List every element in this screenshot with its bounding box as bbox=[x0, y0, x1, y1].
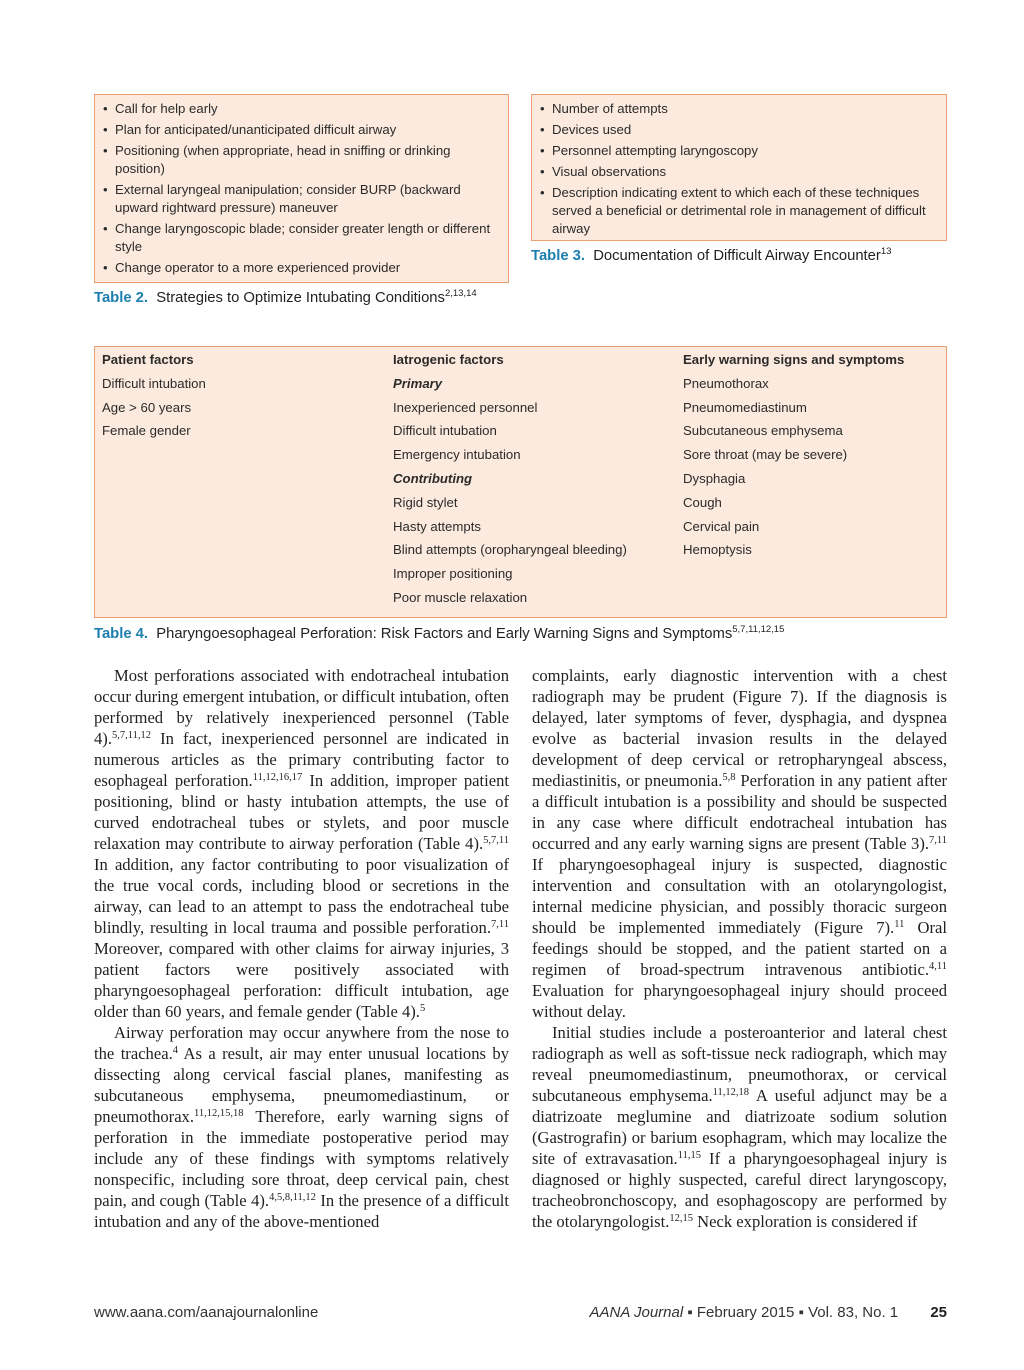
citation-ref: 5,7,11 bbox=[483, 835, 509, 846]
paragraph-text: Perforation in any patient after a difficult intubation is a possibility and should be suspected in any case where difficult endotracheal intubation has occurred and any early warning signs are present (Table 3). bbox=[532, 771, 947, 853]
citation-ref: 11,12,18 bbox=[712, 1087, 749, 1098]
citation-ref: 11,12,15,18 bbox=[194, 1108, 244, 1119]
table-2-refs: 2,13,14 bbox=[444, 288, 477, 299]
citation-ref: 11 bbox=[894, 919, 905, 930]
paragraph-text: In the presence of a difficult intubation and any of the above-mentioned bbox=[94, 1191, 509, 1231]
paragraph-text: If a pharyngoesophageal injury is diagnosed or highly suspected, careful direct laryngoscopy, tracheobronchoscopy, and esophagoscopy are performed by the otolaryngologist. bbox=[532, 1149, 947, 1231]
body-paragraph bbox=[532, 1022, 947, 1232]
column-header: Iatrogenic factors bbox=[393, 352, 504, 367]
table-cell: Poor muscle relaxation bbox=[393, 589, 528, 605]
list-item: • External laryngeal manipulation; consider BURP (backward upward rightward pressure) maneuver bbox=[99, 181, 500, 217]
paragraph-text: In addition, any factor contributing to poor visualization of the true vocal cords, including blood or secretions in the airway, can lead to an attempt to pass the endotracheal tube blindly, resulting in local trauma and possible perforation. bbox=[94, 855, 509, 937]
journal-name: AANA Journal bbox=[589, 1304, 684, 1321]
table-2-title: Strategies to Optimize Intubating Conditions bbox=[156, 290, 445, 306]
paragraph-text: Neck exploration is considered if bbox=[692, 1212, 918, 1231]
paragraph-text: Most perforations associated with endotracheal intubation occur during emergent intubation, or difficult intubation, often performed by relatively inexperienced personnel (Table 4). bbox=[94, 666, 509, 748]
paragraph-text: Initial studies include a posteroanterior and lateral chest radiograph as well as soft-tissue neck radiograph, which may reveal pneumomediastinum, pneumothorax, or cervical subcutaneous emphysema. bbox=[532, 1023, 947, 1105]
paragraph-text: In addition, improper patient positioning, blind or hasty intubation attempts, the use of curved endotracheal tubes or stylets, and poor muscle relaxation may contribute to airway perforation (Table 4). bbox=[94, 771, 509, 853]
table-3-title: Documentation of Difficult Airway Encounter bbox=[593, 248, 881, 264]
table-cell: Subcutaneous emphysema bbox=[683, 423, 843, 439]
table-2-caption bbox=[94, 288, 504, 309]
table-3-caption bbox=[531, 246, 941, 267]
paragraph-text: Oral feedings should be stopped, and the patient started on a regimen of broad-spectrum intravenous antibiotic. bbox=[532, 918, 947, 979]
page-number: 25 bbox=[930, 1304, 947, 1321]
table-cell: Female gender bbox=[102, 423, 191, 439]
patient-factors-column bbox=[102, 351, 206, 446]
table-cell: Difficult intubation bbox=[102, 375, 206, 391]
subheader-contributing: Contributing bbox=[393, 470, 473, 486]
footer-journal-info bbox=[590, 1304, 947, 1321]
paragraph-text: If pharyngoesophageal injury is suspected, diagnostic intervention and consultation with an otolaryngologist, internal medicine physician, and possibly thoracic surgeon should be implemented immediately (Figure 7). bbox=[532, 855, 947, 937]
citation-ref: 4 bbox=[172, 1045, 178, 1056]
paragraph-text: Moreover, compared with other claims for airway injuries, 3 patient factors were positively associated with pharyngoesophageal perforation: difficult intubation, age older than 60 years, and female gender (Table 4). bbox=[94, 939, 509, 1021]
table-cell: Pneumothorax bbox=[683, 375, 769, 391]
table-cell: Inexperienced personnel bbox=[393, 399, 538, 415]
table-cell: Blind attempts (oropharyngeal bleeding) bbox=[393, 542, 627, 558]
table-cell: Difficult intubation bbox=[393, 423, 497, 439]
paragraph-text: Evaluation for pharyngoesophageal injury should proceed without delay. bbox=[532, 981, 947, 1021]
citation-ref: 5,8 bbox=[722, 772, 736, 783]
column-header: Early warning signs and symptoms bbox=[683, 352, 905, 367]
table-cell: Hemoptysis bbox=[683, 542, 752, 558]
list-item: • Call for help early bbox=[99, 100, 500, 118]
footer-url: www.aana.com/aanajournalonline bbox=[94, 1304, 319, 1321]
table-4-caption bbox=[94, 624, 954, 645]
table-3-list bbox=[536, 100, 938, 238]
paragraph-text: In fact, inexperienced personnel are indicated in numerous articles as the primary contributing factor to esophageal perforation. bbox=[94, 729, 509, 790]
table-4-refs: 5,7,11,12,15 bbox=[732, 624, 785, 635]
citation-ref: 7,11 bbox=[491, 919, 509, 930]
table-cell: Rigid stylet bbox=[393, 494, 458, 510]
body-paragraph bbox=[532, 665, 947, 1022]
paragraph-text: Therefore, early warning signs of perforation in the immediate postoperative period may include any of these findings with symptoms relatively nonspecific, including sore throat, deep cervical pain, chest pain, and cough (Table 4). bbox=[94, 1107, 509, 1210]
citation-ref: 5,7,11,12 bbox=[111, 730, 151, 741]
citation-ref: 7,11 bbox=[929, 835, 947, 846]
list-item: • Visual observations bbox=[536, 163, 938, 181]
table-2-label: Table 2. bbox=[94, 290, 148, 306]
table-4-label: Table 4. bbox=[94, 626, 148, 642]
warning-signs-column bbox=[683, 351, 904, 565]
list-item: • Devices used bbox=[536, 121, 938, 139]
table-2-box bbox=[94, 94, 509, 283]
volume: Vol. 83, No. 1 bbox=[808, 1304, 899, 1321]
body-column-left bbox=[94, 665, 509, 1232]
table-cell: Pneumomediastinum bbox=[683, 399, 807, 415]
issue-date: February 2015 bbox=[696, 1304, 795, 1321]
table-cell: Age > 60 years bbox=[102, 399, 192, 415]
list-item: • Change operator to a more experienced provider bbox=[99, 259, 500, 277]
iatrogenic-factors-column bbox=[393, 351, 627, 613]
paragraph-text: complaints, early diagnostic intervention with a chest radiograph may be prudent (Figure 7). If the diagnosis is delayed, later symptoms of fever, dysphagia, and dyspnea evolve as bacterial invasion results in the delayed development of deep cervical or retropharyngeal abscess, mediastinitis, or pneumonia. bbox=[532, 666, 947, 790]
subheader-primary: Primary bbox=[393, 375, 443, 391]
body-column-right bbox=[532, 665, 947, 1232]
paragraph-text: A useful adjunct may be a diatrizoate meglumine and diatrizoate sodium solution (Gastrografin) or barium esophagram, which may localize the site of extravasation. bbox=[532, 1086, 947, 1168]
paragraph-text: Airway perforation may occur anywhere from the nose to the trachea. bbox=[94, 1023, 509, 1063]
citation-ref: 5 bbox=[419, 1003, 426, 1014]
citation-ref: 12,15 bbox=[669, 1213, 693, 1224]
table-2-list bbox=[99, 100, 500, 277]
table-3-refs: 13 bbox=[880, 246, 892, 257]
paragraph-text: As a result, air may enter unusual locations by dissecting along cervical fascial planes, manifesting as subcutaneous emphysema, pneumomediastinum, or pneumothorax. bbox=[94, 1044, 509, 1126]
separator: ▪ bbox=[687, 1304, 693, 1321]
citation-ref: 4,5,8,11,12 bbox=[269, 1192, 316, 1203]
table-4-title: Pharyngoesophageal Perforation: Risk Factors and Early Warning Signs and Symptoms bbox=[156, 626, 733, 642]
table-4-box bbox=[94, 346, 947, 618]
citation-ref: 4,11 bbox=[929, 961, 947, 972]
list-item: • Change laryngoscopic blade; consider greater length or different style bbox=[99, 220, 500, 256]
list-item: • Positioning (when appropriate, head in sniffing or drinking position) bbox=[99, 142, 500, 178]
citation-ref: 11,12,16,17 bbox=[252, 772, 303, 783]
list-item: • Number of attempts bbox=[536, 100, 938, 118]
column-header: Patient factors bbox=[102, 352, 194, 367]
table-cell: Cough bbox=[683, 494, 722, 510]
table-cell: Emergency intubation bbox=[393, 447, 521, 463]
table-3-box bbox=[531, 94, 947, 241]
table-cell: Improper positioning bbox=[393, 566, 513, 582]
body-paragraph bbox=[94, 1022, 509, 1232]
separator: ▪ bbox=[798, 1304, 804, 1321]
body-paragraph bbox=[94, 665, 509, 1022]
table-cell: Sore throat (may be severe) bbox=[683, 447, 848, 463]
list-item: • Plan for anticipated/unanticipated difficult airway bbox=[99, 121, 500, 139]
table-3-label: Table 3. bbox=[531, 248, 585, 264]
citation-ref: 11,15 bbox=[677, 1150, 701, 1161]
table-cell: Hasty attempts bbox=[393, 518, 481, 534]
list-item: • Personnel attempting laryngoscopy bbox=[536, 142, 938, 160]
table-cell: Dysphagia bbox=[683, 470, 746, 486]
table-cell: Cervical pain bbox=[683, 518, 760, 534]
list-item: • Description indicating extent to which each of these techniques served a beneficial or detrimental role in management of difficult airway bbox=[536, 184, 938, 238]
